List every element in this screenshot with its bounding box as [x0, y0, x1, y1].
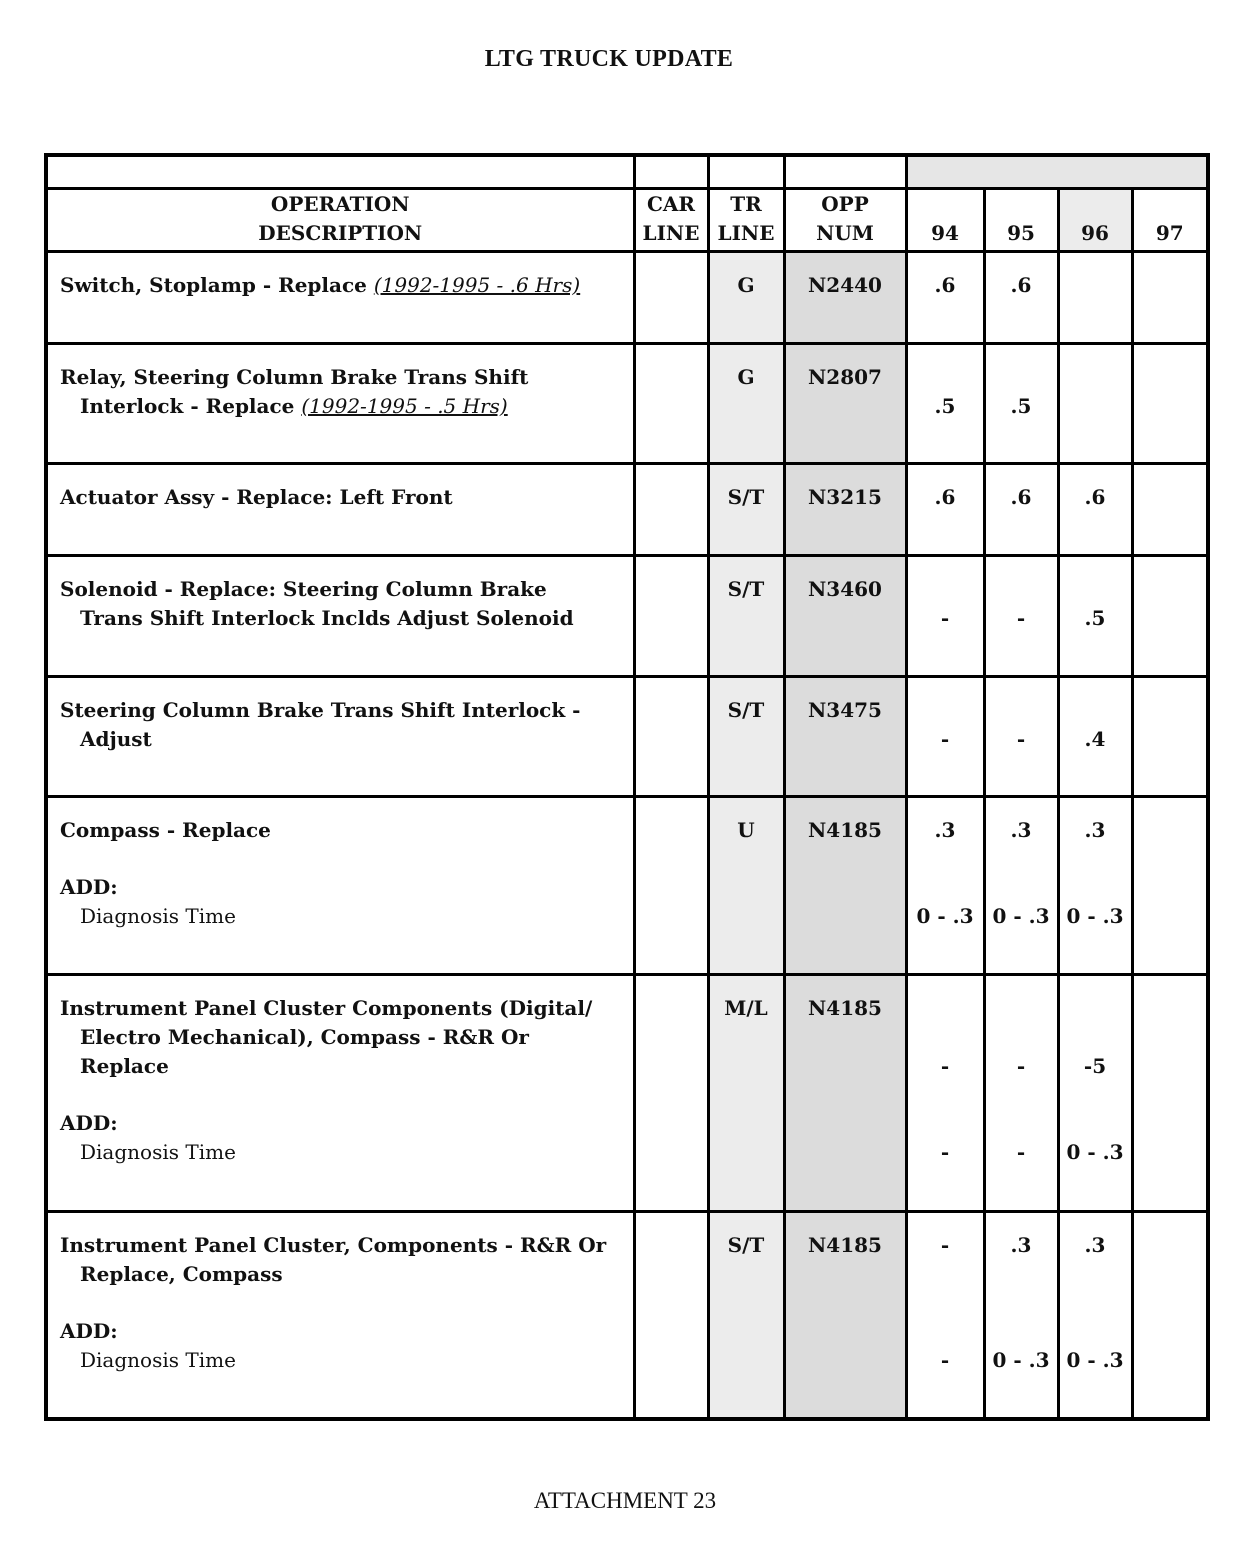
header-car-line: CAR LINE — [634, 189, 708, 252]
description-text: Steering Column Brake Trans Shift Interlock - — [60, 698, 581, 722]
description-text: Replace — [80, 1054, 169, 1078]
spacer-cell — [784, 155, 906, 189]
tr-line-cell: S/T — [708, 677, 784, 797]
year-94-cell — [906, 344, 984, 464]
description-text: Electro Mechanical), Compass - R&R Or — [80, 1025, 529, 1049]
description-line — [60, 1052, 623, 1081]
table-row — [46, 344, 1208, 464]
year-96-cell — [1058, 464, 1132, 556]
labor-time-value: -5 — [1083, 1054, 1107, 1078]
year-95-cell — [984, 464, 1058, 556]
labor-time-value: .6 — [1084, 485, 1106, 509]
opp-num-cell: N3475 — [784, 677, 906, 797]
operation-description-cell — [46, 464, 634, 556]
tr-line-cell: U — [708, 797, 784, 975]
table-row — [46, 975, 1208, 1212]
table-row — [46, 1212, 1208, 1419]
year-97-cell — [1132, 677, 1208, 797]
add-description: Diagnosis Time — [80, 904, 236, 928]
diagnosis-time-value: 0 - .3 — [1066, 1348, 1124, 1372]
year-95-cell — [984, 975, 1058, 1212]
description-text: Trans Shift Interlock Inclds Adjust Solenoid — [80, 606, 574, 630]
car-line-cell — [634, 1212, 708, 1419]
description-line — [60, 483, 623, 512]
description-line — [60, 575, 623, 604]
opp-num-cell: N4185 — [784, 1212, 906, 1419]
year-94-cell — [906, 556, 984, 677]
opp-num-cell: N2807 — [784, 344, 906, 464]
year-97-cell — [1132, 1212, 1208, 1419]
add-label: ADD: — [60, 1319, 118, 1343]
spacer-cell — [708, 155, 784, 189]
labor-time-value: .3 — [934, 818, 956, 842]
hours-note: (1992-1995 - .5 Hrs) — [301, 394, 508, 418]
hours-note: (1992-1995 - .6 Hrs) — [373, 273, 581, 297]
table-row — [46, 252, 1208, 344]
header-row — [46, 189, 1208, 252]
operation-description-cell — [46, 975, 634, 1212]
page-title: LTG TRUCK UPDATE — [484, 46, 734, 72]
car-line-cell — [634, 252, 708, 344]
description-text: Solenoid - Replace: Steering Column Brake — [60, 577, 547, 601]
opp-num-cell: N4185 — [784, 975, 906, 1212]
year-97-cell — [1132, 252, 1208, 344]
operation-description-cell — [46, 677, 634, 797]
add-description: Diagnosis Time — [80, 1140, 236, 1164]
description-line — [60, 1231, 623, 1260]
diagnosis-time-value: 0 - .3 — [916, 904, 974, 928]
labor-time-value: .3 — [1084, 1233, 1106, 1257]
operation-description-cell — [46, 1212, 634, 1419]
year-95-cell — [984, 1212, 1058, 1419]
year-94-cell — [906, 1212, 984, 1419]
year-95-cell — [984, 677, 1058, 797]
add-description: Diagnosis Time — [80, 1348, 236, 1372]
year-95-cell — [984, 556, 1058, 677]
opp-num-cell: N3460 — [784, 556, 906, 677]
tr-line-cell: M/L — [708, 975, 784, 1212]
year-94-cell — [906, 797, 984, 975]
description-text: Compass - Replace — [60, 818, 271, 842]
description-line — [60, 725, 623, 754]
header-opp-num: OPP NUM — [784, 189, 906, 252]
year-94-cell — [906, 252, 984, 344]
year-97-cell — [1132, 556, 1208, 677]
labor-time-table — [44, 153, 1210, 1421]
diagnosis-time-value: - — [940, 1140, 950, 1164]
header-tr-line: TR LINE — [708, 189, 784, 252]
opp-num-cell: N4185 — [784, 797, 906, 975]
table-row — [46, 464, 1208, 556]
year-96-cell — [1058, 252, 1132, 344]
labor-time-value: .6 — [934, 485, 956, 509]
spacer-cell — [46, 155, 634, 189]
header-spacer-row — [46, 155, 1208, 189]
diagnosis-time-value: 0 - .3 — [1066, 904, 1124, 928]
year-97-cell — [1132, 975, 1208, 1212]
year-94-cell — [906, 975, 984, 1212]
year-96-cell — [1058, 1212, 1132, 1419]
header-year-96: 96 — [1058, 189, 1132, 252]
labor-time-value: .3 — [1084, 818, 1106, 842]
description-line — [60, 1260, 623, 1289]
add-label: ADD: — [60, 1111, 118, 1135]
description-line — [60, 604, 623, 633]
car-line-cell — [634, 556, 708, 677]
year-96-cell — [1058, 975, 1132, 1212]
year-95-cell — [984, 344, 1058, 464]
labor-time-value: - — [940, 727, 950, 751]
description-line — [60, 816, 623, 845]
add-label: ADD: — [60, 875, 118, 899]
labor-time-value: .5 — [1084, 606, 1106, 630]
year-97-cell — [1132, 797, 1208, 975]
description-text: Interlock - Replace — [80, 394, 295, 418]
header-year-97: 97 — [1132, 189, 1208, 252]
opp-num-cell: N3215 — [784, 464, 906, 556]
operation-description-cell — [46, 556, 634, 677]
year-94-cell — [906, 464, 984, 556]
car-line-cell — [634, 344, 708, 464]
car-line-cell — [634, 464, 708, 556]
year-96-cell — [1058, 556, 1132, 677]
tr-line-cell: S/T — [708, 556, 784, 677]
table-row — [46, 677, 1208, 797]
header-year-94: 94 — [906, 189, 984, 252]
diagnosis-time-value: 0 - .3 — [1066, 1140, 1124, 1164]
description-line — [60, 363, 623, 392]
description-text: Instrument Panel Cluster Components (Digital/ — [60, 996, 593, 1020]
description-text: Instrument Panel Cluster, Components - R&R Or — [60, 1233, 607, 1257]
header-operation-description: OPERATION DESCRIPTION — [46, 189, 634, 252]
tr-line-cell: S/T — [708, 1212, 784, 1419]
description-line — [60, 994, 623, 1023]
labor-time-value: .3 — [1010, 1233, 1032, 1257]
labor-time-value: .6 — [1010, 485, 1032, 509]
model-year-band — [906, 155, 1208, 189]
labor-time-value: .6 — [1010, 273, 1032, 297]
operation-description-cell — [46, 252, 634, 344]
car-line-cell — [634, 677, 708, 797]
labor-time-value: .5 — [1010, 394, 1032, 418]
diagnosis-time-value: 0 - .3 — [992, 904, 1050, 928]
year-96-cell — [1058, 344, 1132, 464]
description-text: Switch, Stoplamp - Replace — [60, 273, 367, 297]
labor-time-value: - — [1016, 606, 1026, 630]
year-94-cell — [906, 677, 984, 797]
labor-time-value: .4 — [1084, 727, 1106, 751]
labor-time-value: - — [1016, 1054, 1026, 1078]
year-96-cell — [1058, 677, 1132, 797]
labor-time-value: - — [940, 1233, 950, 1257]
description-line — [60, 271, 623, 300]
table-row — [46, 797, 1208, 975]
description-text: Actuator Assy - Replace: Left Front — [60, 485, 453, 509]
diagnosis-time-value: - — [1016, 1140, 1026, 1164]
tr-line-cell: G — [708, 344, 784, 464]
labor-time-value: - — [940, 606, 950, 630]
attachment-footer: ATTACHMENT 23 — [533, 1488, 717, 1513]
car-line-cell — [634, 975, 708, 1212]
header-year-95: 95 — [984, 189, 1058, 252]
year-96-cell — [1058, 797, 1132, 975]
diagnosis-time-value: 0 - .3 — [992, 1348, 1050, 1372]
description-text: Adjust — [80, 727, 152, 751]
table-row — [46, 556, 1208, 677]
description-line — [60, 696, 623, 725]
tr-line-cell: G — [708, 252, 784, 344]
description-text: Replace, Compass — [80, 1262, 283, 1286]
year-95-cell — [984, 252, 1058, 344]
year-97-cell — [1132, 344, 1208, 464]
spacer-cell — [634, 155, 708, 189]
description-text: Relay, Steering Column Brake Trans Shift — [60, 365, 529, 389]
year-95-cell — [984, 797, 1058, 975]
diagnosis-time-value: - — [940, 1348, 950, 1372]
car-line-cell — [634, 797, 708, 975]
labor-time-value: .5 — [934, 394, 956, 418]
description-line — [60, 392, 623, 421]
tr-line-cell: S/T — [708, 464, 784, 556]
labor-time-value: .6 — [934, 273, 956, 297]
year-97-cell — [1132, 464, 1208, 556]
opp-num-cell: N2440 — [784, 252, 906, 344]
labor-time-value: - — [1016, 727, 1026, 751]
description-line — [60, 1023, 623, 1052]
labor-time-value: - — [940, 1054, 950, 1078]
operation-description-cell — [46, 797, 634, 975]
labor-time-value: .3 — [1010, 818, 1032, 842]
operation-description-cell — [46, 344, 634, 464]
